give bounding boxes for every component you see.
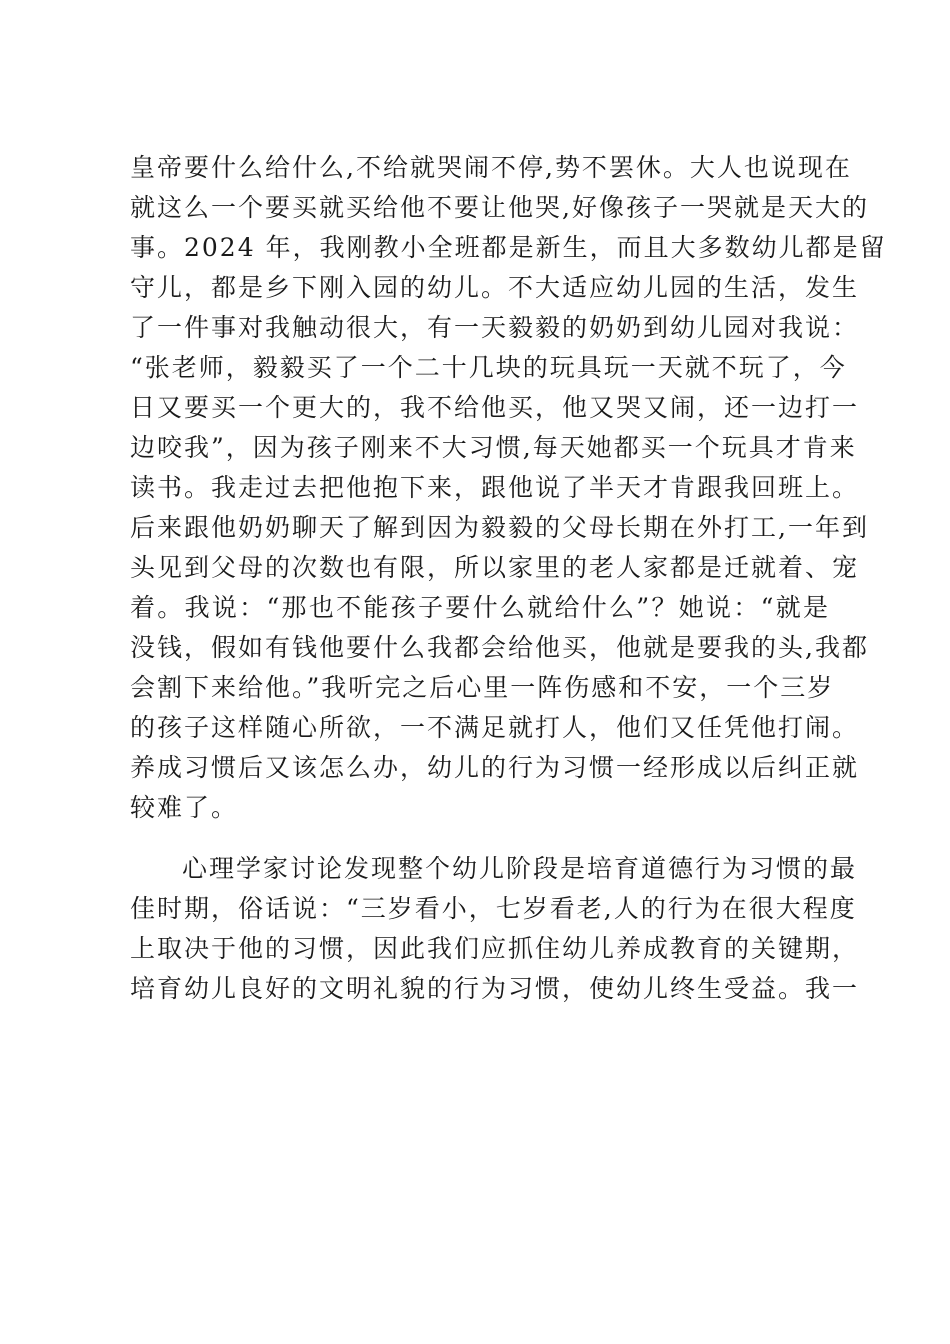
text-line: 读书。我走过去把他抱下来，跟他说了半天才肯跟我回班上。 [130,473,860,502]
text-line: 日又要买一个更大的，我不给他买，他又哭又闹，还一边打一 [130,393,860,422]
paragraph-1 [130,148,887,828]
body-text [130,148,887,1009]
text-line: 就这么一个要买就买给他不要让他哭,好像孩子一哭就是天大的 [130,193,869,222]
text-line: 培育幼儿良好的文明礼貌的行为习惯，使幼儿终生受益。我一 [130,974,860,1003]
text-line: 后来跟他奶奶聊天了解到因为毅毅的父母长期在外打工,一年到 [130,513,869,542]
text-line: 佳时期，俗话说：“三岁看小，七岁看老,人的行为在很大程度 [130,894,857,923]
text-line: 着。我说：“那也不能孩子要什么就给什么”？她说：“就是 [130,593,830,622]
paragraph-spacing [130,828,830,849]
text-line: 没钱，假如有钱他要什么我都会给他买，他就是要我的头,我都 [130,633,869,662]
text-line: 养成习惯后又该怎么办，幼儿的行为习惯一经形成以后纠正就 [130,753,860,782]
text-line: 头见到父母的次数也有限，所以家里的老人家都是迁就着、宠 [130,553,860,582]
text-line: 会割下来给他。”我听完之后心里一阵伤感和不安，一个三岁 [130,673,835,702]
paragraph-2 [130,849,860,1009]
text-line: “张老师，毅毅买了一个二十几块的玩具玩一天就不玩了，今 [130,353,847,382]
text-line: 心理学家讨论发现整个幼儿阶段是培育道德行为习惯的最 [182,854,858,883]
text-line: 了一件事对我触动很大，有一天毅毅的奶奶到幼儿园对我说： [130,313,860,342]
text-line: 上取决于他的习惯，因此我们应抓住幼儿养成教育的关键期， [130,934,860,963]
text-line: 较难了。 [130,793,239,822]
text-line: 事。2024 年，我刚教小全班都是新生，而且大多数幼儿都是留 [130,233,887,262]
text-line: 守儿，都是乡下刚入园的幼儿。不大适应幼儿园的生活，发生 [130,273,860,302]
text-line: 边咬我”，因为孩子刚来不大习惯,每天她都买一个玩具才肯来 [130,433,857,462]
text-line: 的孩子这样随心所欲，一不满足就打人，他们又任凭他打闹。 [130,713,860,742]
text-line: 皇帝要什么给什么,不给就哭闹不停,势不罢休。大人也说现在 [130,153,852,182]
